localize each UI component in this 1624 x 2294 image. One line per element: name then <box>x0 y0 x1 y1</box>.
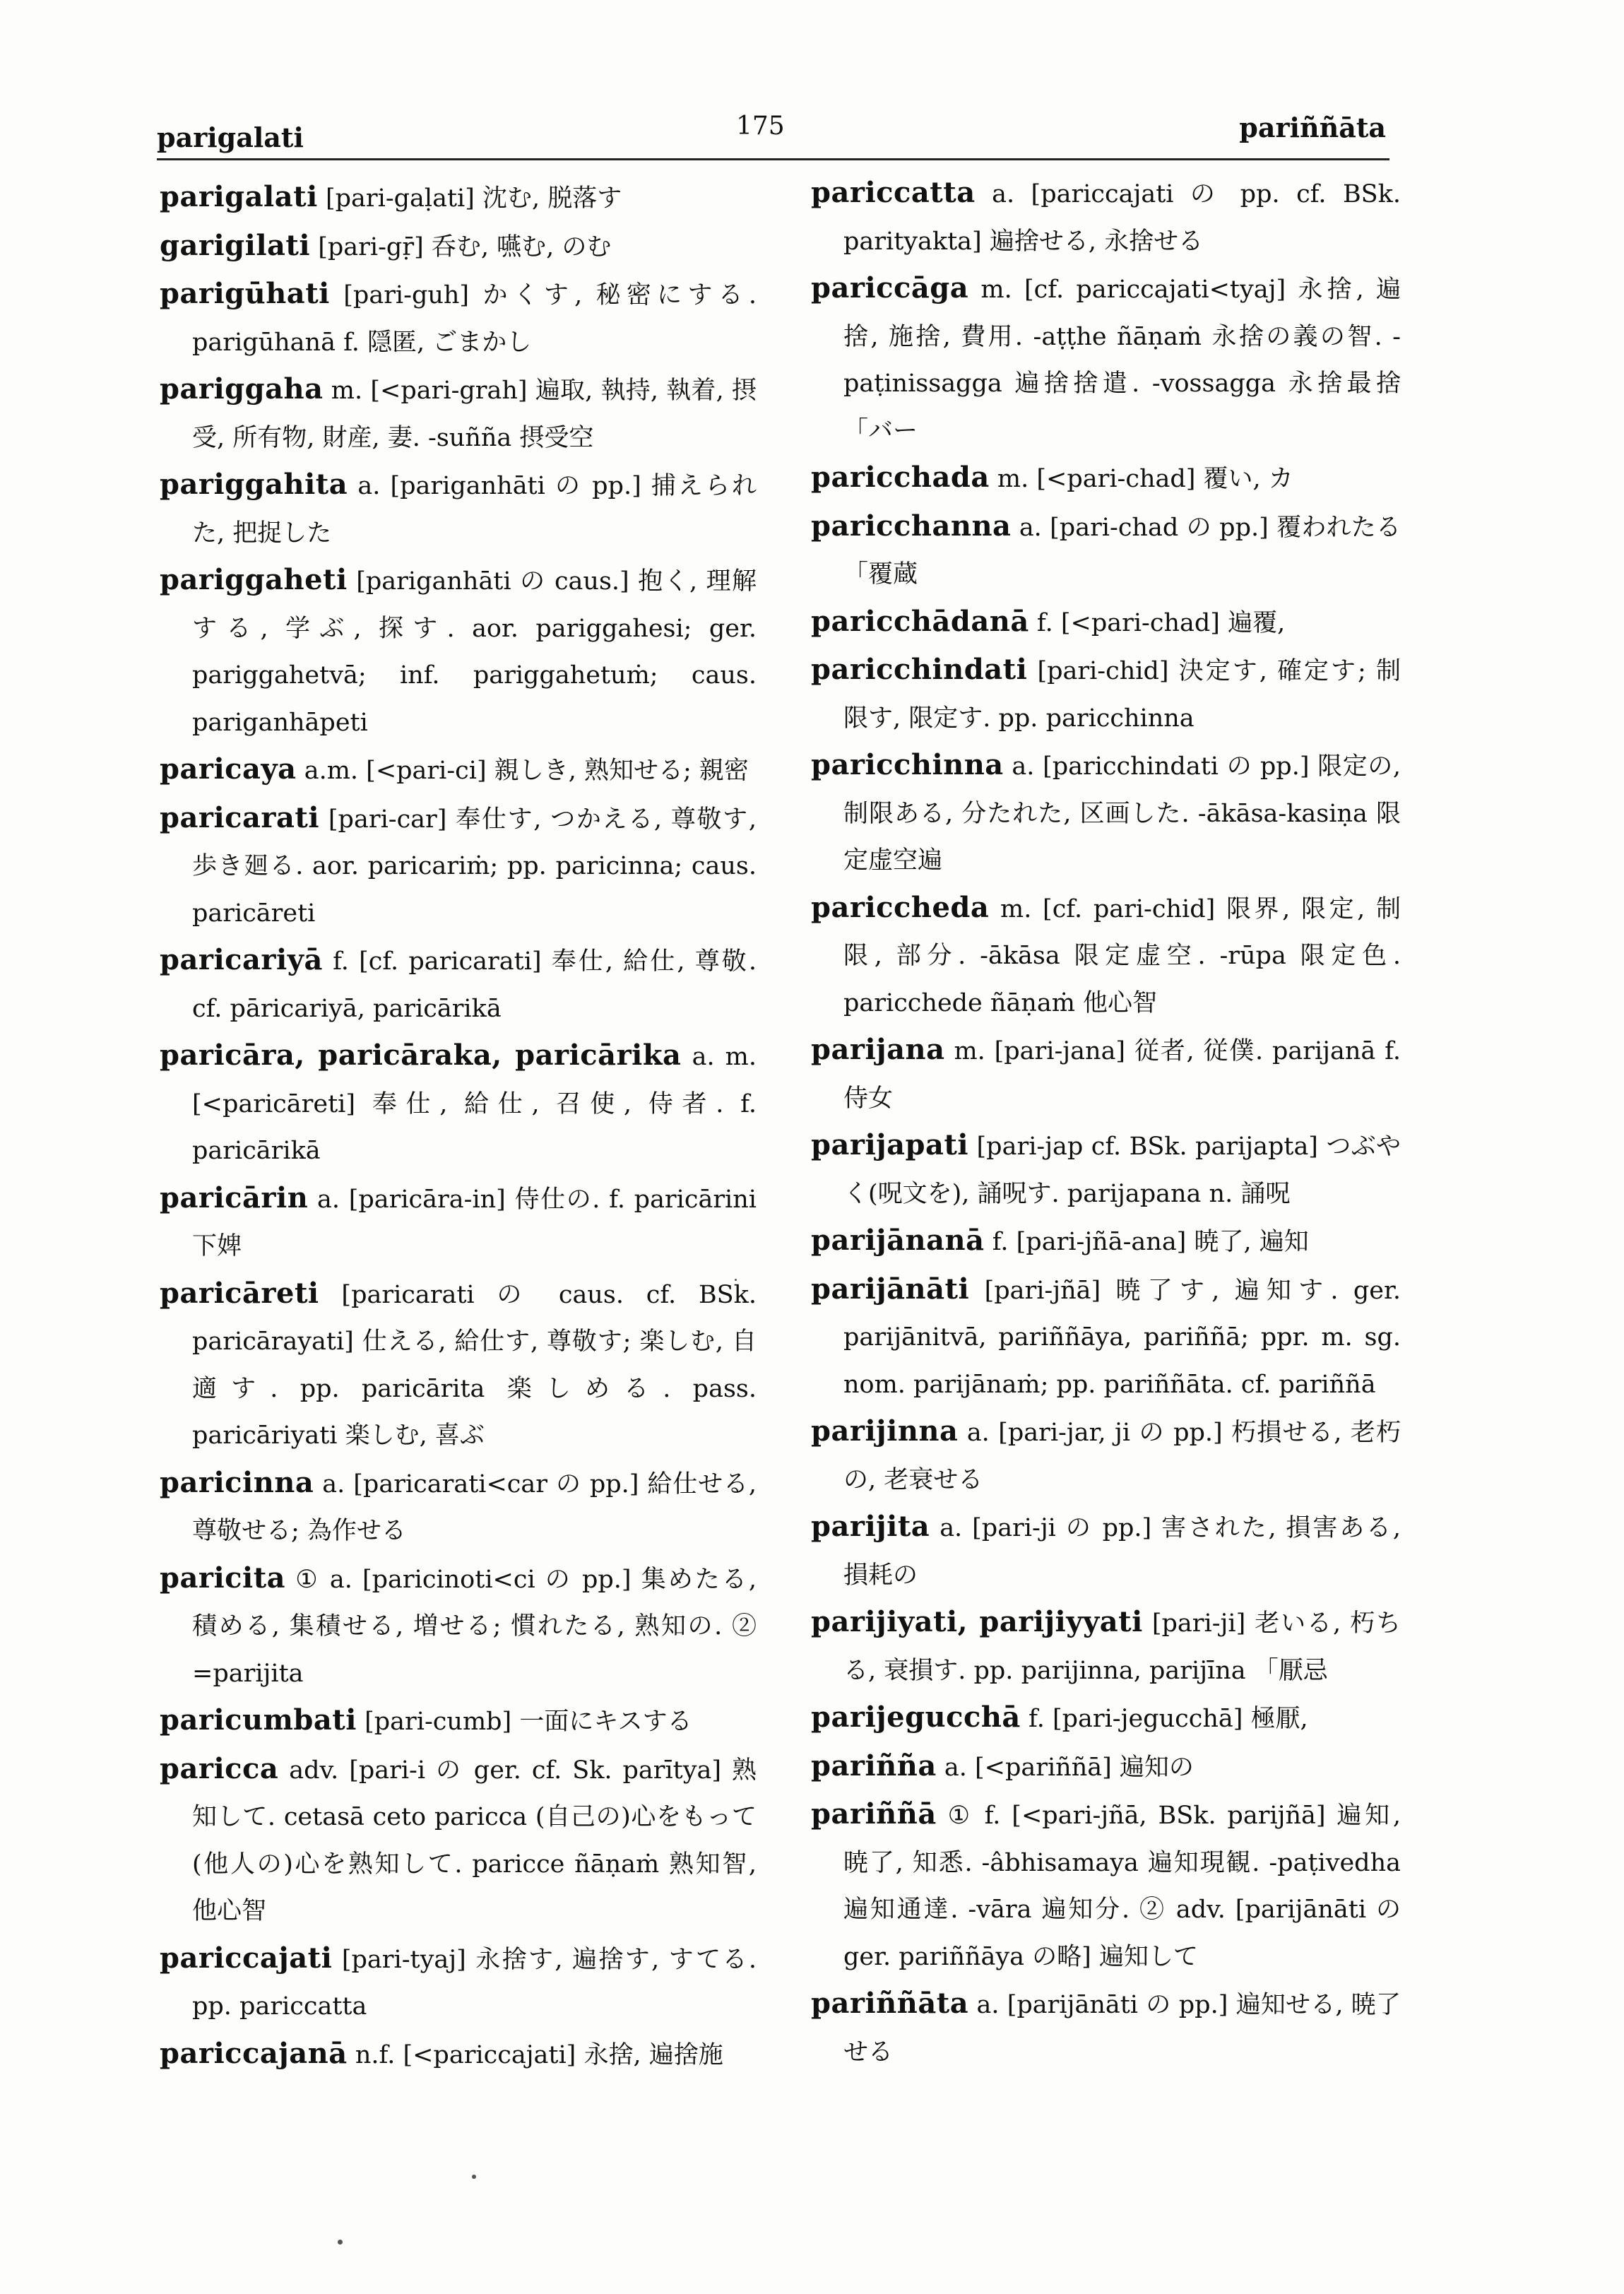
entry-definition: [pari-gṝ] 呑む, 嚥む, のむ <box>318 232 612 261</box>
entry-headword: parijiyati, parijiyyati <box>811 1605 1143 1638</box>
entry-definition: m. [<pari-chad] 覆い, カ <box>997 465 1293 493</box>
entry-definition: ① a. [paricinoti<ci の pp.] 集めたる, 積める, 集積せる, 増せる; 慣れたる, 熟知の. ② =parijita <box>192 1565 757 1688</box>
entry-headword: paricāreti <box>160 1276 319 1310</box>
entry-definition: f. [pari-jegucchā] 極厭, <box>1028 1705 1308 1733</box>
left-column <box>160 174 757 2079</box>
dictionary-entry <box>811 1503 1401 1599</box>
dictionary-entry <box>160 795 757 938</box>
entry-headword: pariccajati <box>160 1941 333 1975</box>
dictionary-entry <box>811 742 1401 885</box>
left-guide-word: parigalati <box>157 122 304 153</box>
entry-definition: f. [pari-jñā-ana] 暁了, 遍知 <box>992 1228 1309 1256</box>
header-rule <box>157 158 1389 160</box>
dictionary-entry <box>160 174 757 223</box>
entry-definition: ① f. [<pari-jñā, BSk. parijñā] 遍知, 暁了, 知悉. -âbhisamaya 遍知現観. -paṭivedha 遍知通達. -vāra 遍知分. ② adv. [parijānāti の ger. pariññāya の略] 遍知して <box>843 1802 1401 1971</box>
entry-headword: paricariyā <box>160 943 323 976</box>
dictionary-entry <box>160 461 757 557</box>
entry-headword: parijegucchā <box>811 1701 1021 1734</box>
entry-definition: a. [<pariññā] 遍知の <box>944 1753 1194 1782</box>
dictionary-entry <box>811 1980 1401 2076</box>
entry-definition: a. [pari-jar, ji の pp.] 朽損せる, 老朽の, 老衰せる <box>843 1419 1401 1494</box>
entry-definition: [pari-gaḷati] 沈む, 脱落す <box>325 184 622 213</box>
entry-definition: [pari-ji] 老いる, 朽ちる, 衰損す. pp. parijinna, parijīna 「厭忌 <box>843 1609 1401 1685</box>
entry-definition: a. [paricchindati の pp.] 限定の, 制限ある, 分たれた, 区画した. -ākāsa-kasiṇa 限定虚空遍 <box>843 752 1401 875</box>
dictionary-entry <box>811 1408 1401 1503</box>
entry-headword: paricchanna <box>811 509 1012 543</box>
right-guide-word: pariññāta <box>1239 112 1386 143</box>
dictionary-entry <box>160 223 757 271</box>
entry-headword: paricinna <box>160 1465 314 1499</box>
entry-definition: [pariganhāti の caus.] 抱く, 理解する, 学ぶ, 探す. aor. pariggahesi; ger. pariggahetvā; inf. pariggahetuṁ; caus. pariganhāpeti <box>192 567 757 737</box>
entry-definition: n.f. [<pariccajati] 永捨, 遍捨施 <box>355 2040 723 2069</box>
dictionary-entry <box>160 1746 757 1935</box>
entry-headword: pariccatta <box>811 176 976 209</box>
scan-speck <box>338 2240 343 2245</box>
dictionary-entry <box>160 1270 757 1460</box>
entry-definition: a. [paricarati<car の pp.] 給仕せる, 尊敬せる; 為作せる <box>192 1470 757 1545</box>
entry-definition: [pari-chid] 決定す, 確定す; 制限す, 限定す. pp. paricchinna <box>843 657 1401 733</box>
dictionary-entry <box>160 746 757 795</box>
entry-definition: [pari-guh] かくす, 秘密にする. parigūhanā f. 隠匿, ごまかし <box>192 281 757 357</box>
entry-headword: garigilati <box>160 228 311 262</box>
entry-definition: a.m. [<pari-ci] 親しき, 熟知せる; 親密 <box>304 757 749 785</box>
dictionary-entry <box>160 1032 757 1175</box>
dictionary-entry <box>811 265 1401 454</box>
entry-definition: adv. [pari-i の ger. cf. Sk. parītya] 熟知して. cetasā ceto paricca (自己の)心をもって(他人の)心を熟知して. paricce ñāṇaṁ 熟知智, 他心智 <box>192 1756 757 1925</box>
entry-headword: paricāra, paricāraka, paricārika <box>160 1039 682 1072</box>
entry-definition: a. [paricāra-in] 侍仕の. f. paricārini 下婢 <box>192 1185 757 1260</box>
dictionary-entry <box>160 1697 757 1746</box>
right-column <box>811 170 1401 2076</box>
entry-headword: parijānanā <box>811 1224 985 1257</box>
entry-definition: m. [cf. pari-chid] 限界, 限定, 制限, 部分. -ākāsa 限定虚空. -rūpa 限定色. paricchede ñāṇaṁ 他心智 <box>843 894 1401 1017</box>
entry-headword: parijānāti <box>811 1272 970 1306</box>
dictionary-entry <box>811 1266 1401 1409</box>
entry-headword: parijana <box>811 1033 945 1066</box>
entry-headword: pariññā <box>811 1797 937 1831</box>
entry-headword: paricchada <box>811 461 990 494</box>
entry-headword: paricarati <box>160 800 320 834</box>
dictionary-entry <box>811 885 1401 1027</box>
dictionary-entry <box>160 2030 757 2079</box>
dictionary-entry <box>160 1555 757 1698</box>
entry-headword: paricca <box>160 1751 279 1785</box>
dictionary-entry <box>811 503 1401 598</box>
entry-definition: [pari-cumb] 一面にキスする <box>364 1708 692 1736</box>
entry-headword: paricumbati <box>160 1703 357 1737</box>
entry-definition: [pari-jñā] 暁了す, 遍知す. ger. parijānitvā, pariññāya, pariññā; ppr. m. sg. nom. parijānaṁ; pp. pariññāta. cf. pariññā <box>843 1276 1401 1399</box>
entry-headword: pariggahita <box>160 468 348 501</box>
dictionary-entry <box>160 366 757 461</box>
entry-definition: [pari-jap cf. BSk. parijapta] つぶやく(呪文を), 誦呪す. parijapana n. 誦呪 <box>843 1133 1401 1208</box>
entry-definition: a. [pari-ji の pp.] 害された, 損害ある, 損耗の <box>843 1514 1401 1590</box>
scan-speck <box>472 2175 476 2179</box>
entry-headword: pariññāta <box>811 1987 969 2020</box>
entry-definition: a. [parijānāti の pp.] 遍知せる, 暁了せる <box>843 1991 1401 2067</box>
dictionary-entry <box>160 271 757 366</box>
entry-headword: pariccheda <box>811 890 990 924</box>
entry-headword: pariggaheti <box>160 563 348 596</box>
dictionary-entry <box>811 598 1401 647</box>
entry-definition: a. [pariccajati の pp. cf. BSk. parityakta] 遍捨せる, 永捨せる <box>843 180 1401 256</box>
dictionary-entry <box>160 557 757 746</box>
dictionary-entry <box>811 646 1401 742</box>
dictionary-entry <box>811 1743 1401 1792</box>
entry-headword: pariccāga <box>811 271 969 305</box>
dictionary-entry <box>811 1122 1401 1217</box>
dictionary-entry <box>811 1791 1401 1980</box>
entry-definition: f. [<pari-chad] 遍覆, <box>1036 608 1286 637</box>
entry-headword: parijita <box>811 1510 930 1543</box>
dictionary-entry <box>811 1694 1401 1743</box>
entry-headword: pariggaha <box>160 372 324 406</box>
dictionary-entry <box>160 1460 757 1555</box>
page-number: 175 <box>736 112 785 141</box>
dictionary-entry <box>811 1599 1401 1694</box>
dictionary-entry <box>811 454 1401 503</box>
entry-headword: paricchindati <box>811 653 1028 686</box>
dictionary-entry <box>811 1027 1401 1122</box>
entry-headword: parijapati <box>811 1128 969 1161</box>
dictionary-entry <box>160 937 757 1032</box>
entry-headword: paricita <box>160 1561 286 1595</box>
entry-definition: [pari-car] 奉仕す, つかえる, 尊敬す, 歩き廻る. aor. paricariṁ; pp. paricinna; caus. paricāreti <box>192 805 757 928</box>
scan-speck <box>735 1279 737 1281</box>
entry-headword: pariccajanā <box>160 2036 348 2070</box>
entry-definition: a. m. [<paricāreti] 奉仕, 給仕, 召使, 侍者. f. paricārikā <box>192 1043 757 1165</box>
entry-definition: f. [cf. paricarati] 奉仕, 給仕, 尊敬. cf. pāricariyā, paricārikā <box>192 947 757 1023</box>
entry-headword: paricaya <box>160 752 297 786</box>
entry-definition: [pari-tyaj] 永捨す, 遍捨す, すてる. pp. pariccatta <box>192 1945 757 2021</box>
page-header <box>157 106 1386 162</box>
entry-definition: m. [cf. pariccajati<tyaj] 永捨, 遍捨, 施捨, 費用. -aṭṭhe ñāṇaṁ 永捨の義の智. -paṭinissagga 遍捨捨遣. -vossagga 永捨最捨 「バー <box>843 276 1401 445</box>
entry-definition: m. [pari-jana] 従者, 従僕. parijanā f. 侍女 <box>843 1037 1401 1113</box>
entry-definition: a. [pariganhāti の pp.] 捕えられた, 把捉した <box>192 472 757 548</box>
entry-headword: pariñña <box>811 1749 937 1782</box>
dictionary-entry <box>811 170 1401 265</box>
entry-headword: parijinna <box>811 1414 959 1448</box>
entry-definition: [paricarati の caus. cf. BSk. paricārayati] 仕える, 給仕す, 尊敬す; 楽しむ, 自適す. pp. paricārita 楽しめる. pass. paricāriyati 楽しむ, 喜ぶ <box>192 1280 757 1450</box>
entry-headword: parigalati <box>160 180 318 213</box>
entry-headword: parigūhati <box>160 277 330 310</box>
entry-headword: paricchinna <box>811 748 1004 781</box>
entry-definition: m. [<pari-grah] 遍取, 執持, 執着, 摂受, 所有物, 財産, 妻. -suñña 摂受空 <box>192 377 757 452</box>
dictionary-entry <box>160 1175 757 1270</box>
entry-headword: paricchādanā <box>811 604 1029 638</box>
dictionary-entry <box>811 1217 1401 1266</box>
entry-headword: paricārin <box>160 1181 309 1214</box>
entry-definition: a. [pari-chad の pp.] 覆われたる 「覆蔵 <box>843 513 1401 589</box>
dictionary-entry <box>160 1935 757 2030</box>
